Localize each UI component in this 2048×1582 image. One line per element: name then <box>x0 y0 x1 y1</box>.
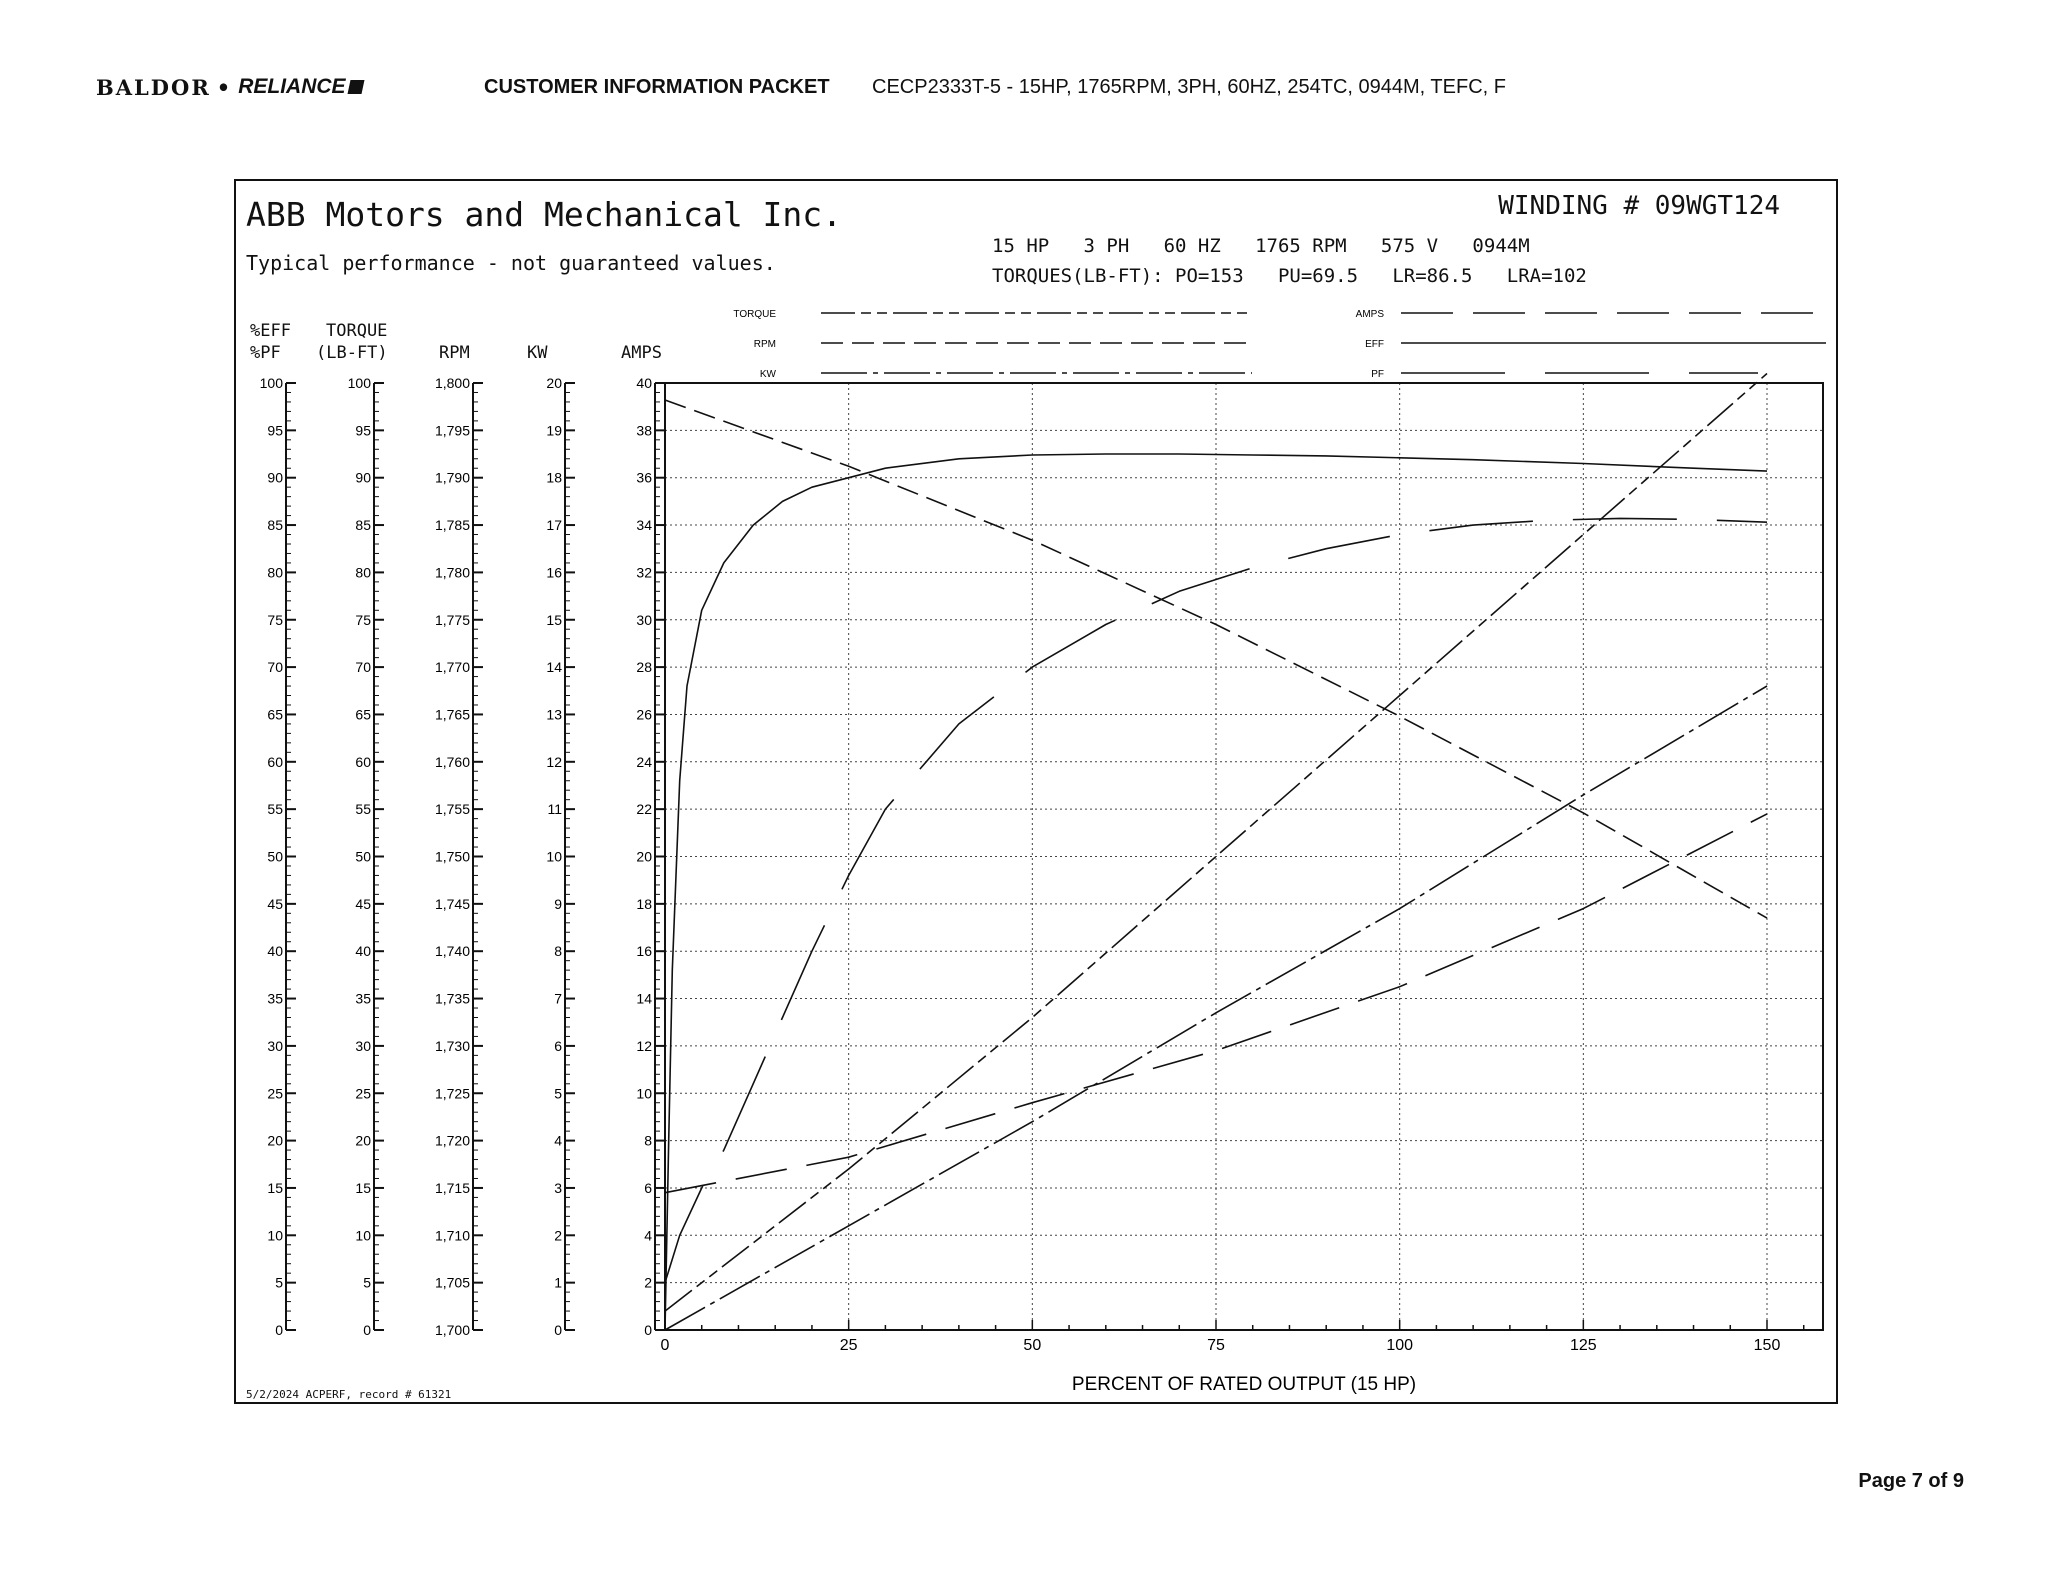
axis-scale-rpm <box>435 375 483 1338</box>
tick-label: 1,760 <box>434 753 470 770</box>
tick-label: 25 <box>267 1085 283 1102</box>
pf-header: %PF <box>250 343 281 363</box>
legend-label: PF <box>1371 369 1384 380</box>
tick-label: 10 <box>267 1227 283 1244</box>
x-tick-label: 100 <box>1386 1337 1414 1354</box>
tick-label: 16 <box>636 943 652 960</box>
tick-label: 1,750 <box>434 848 470 865</box>
tick-label: 11 <box>547 801 562 818</box>
tick-label: 35 <box>267 990 283 1007</box>
tick-label: 20 <box>546 375 562 391</box>
tick-label: 22 <box>636 801 652 818</box>
tick-label: 16 <box>546 564 562 581</box>
tick-label: 4 <box>554 1132 562 1149</box>
brand-mark-icon <box>347 80 364 94</box>
legend-label: AMPS <box>1355 309 1384 320</box>
plot-border <box>665 383 1823 1330</box>
tick-label: 14 <box>546 659 562 676</box>
tick-label: 1,715 <box>434 1179 470 1196</box>
x-tick-label: 125 <box>1569 1337 1597 1354</box>
legend-item-kw <box>760 369 1252 380</box>
tick-label: 15 <box>267 1179 283 1196</box>
tick-label: 45 <box>267 895 283 912</box>
tick-label: 1,710 <box>434 1227 470 1244</box>
tick-label: 13 <box>546 706 562 723</box>
x-tick-label: 50 <box>1023 1337 1042 1354</box>
tick-label: 7 <box>554 990 562 1007</box>
torque-header: TORQUE <box>326 321 388 341</box>
tick-label: 90 <box>267 469 283 486</box>
tick-label: 1,800 <box>434 375 470 391</box>
tick-label: 55 <box>355 801 371 818</box>
tick-label: 95 <box>355 422 371 439</box>
tick-label: 12 <box>636 1037 652 1054</box>
company-name: ABB Motors and Mechanical Inc. <box>246 195 843 234</box>
tick-label: 100 <box>347 375 371 391</box>
tick-label: 0 <box>275 1322 283 1338</box>
tick-label: 85 <box>267 517 283 534</box>
y-axis-scales <box>260 375 665 1338</box>
tick-label: 14 <box>636 990 652 1007</box>
tick-label: 25 <box>355 1085 371 1102</box>
performance-chart <box>236 181 1836 1402</box>
tick-label: 4 <box>644 1227 652 1244</box>
packet-title: CUSTOMER INFORMATION PACKET <box>484 75 830 98</box>
brand-reliance: RELIANCE <box>238 75 346 98</box>
tick-label: 1,775 <box>434 611 470 628</box>
tick-label: 65 <box>355 706 371 723</box>
tick-label: 90 <box>355 469 371 486</box>
tick-label: 26 <box>636 706 652 723</box>
tick-label: 1,720 <box>434 1132 470 1149</box>
eff-header: %EFF <box>250 321 291 341</box>
tick-label: 30 <box>267 1037 283 1054</box>
performance-chart-sheet <box>234 179 1838 1404</box>
tick-label: 35 <box>355 990 371 1007</box>
disclaimer-text: Typical performance - not guaranteed values. <box>246 251 776 275</box>
tick-label: 24 <box>636 753 652 770</box>
legend-label: KW <box>759 369 776 380</box>
tick-label: 1,765 <box>434 706 470 723</box>
tick-label: 1,745 <box>434 895 470 912</box>
brand-separator: • <box>216 74 233 100</box>
legend-label: EFF <box>1365 339 1384 350</box>
legend-label: RPM <box>753 339 776 350</box>
torque-unit-header: (LB-FT) <box>316 343 388 363</box>
record-footer: 5/2/2024 ACPERF, record # 61321 <box>246 1388 452 1401</box>
tick-label: 70 <box>267 659 283 676</box>
kw-header: KW <box>527 343 548 363</box>
legend-item-torque <box>733 309 1252 320</box>
tick-label: 1 <box>554 1274 562 1291</box>
tick-label: 8 <box>554 943 562 960</box>
model-description: CECP2333T-5 - 15HP, 1765RPM, 3PH, 60HZ, 254TC, 0944M, TEFC, F <box>872 75 1506 98</box>
tick-label: 36 <box>636 469 652 486</box>
chart-grid <box>665 383 1823 1330</box>
tick-label: 3 <box>554 1179 562 1196</box>
tick-label: 40 <box>636 375 652 391</box>
legend-item-pf <box>1371 369 1758 380</box>
tick-label: 2 <box>554 1227 562 1244</box>
x-tick-label: 25 <box>839 1337 858 1354</box>
tick-label: 60 <box>355 753 371 770</box>
torque-specs: TORQUES(LB-FT): PO=153 PU=69.5 LR=86.5 LRA=102 <box>992 265 1587 287</box>
tick-label: 80 <box>355 564 371 581</box>
tick-label: 1,755 <box>434 801 470 818</box>
axis-scale-kw <box>546 375 575 1338</box>
tick-label: 40 <box>355 943 371 960</box>
tick-label: 1,780 <box>434 564 470 581</box>
tick-label: 95 <box>267 422 283 439</box>
tick-label: 30 <box>636 611 652 628</box>
tick-label: 10 <box>636 1085 652 1102</box>
tick-label: 1,795 <box>434 422 470 439</box>
tick-label: 70 <box>355 659 371 676</box>
tick-label: 30 <box>355 1037 371 1054</box>
chart-legend <box>733 309 1826 380</box>
tick-label: 1,705 <box>434 1274 470 1291</box>
brand-baldor: BALDOR <box>96 74 211 100</box>
legend-item-rpm <box>754 339 1252 350</box>
tick-label: 19 <box>546 422 562 439</box>
x-tick-label: 75 <box>1207 1337 1225 1354</box>
tick-label: 6 <box>554 1037 562 1054</box>
tick-label: 5 <box>554 1085 562 1102</box>
tick-label: 34 <box>636 517 652 534</box>
tick-label: 1,735 <box>434 990 470 1007</box>
rpm-header: RPM <box>439 343 470 363</box>
axis-scale-torque <box>348 375 384 1338</box>
legend-item-amps <box>1356 309 1826 320</box>
tick-label: 1,730 <box>434 1037 470 1054</box>
tick-label: 75 <box>267 611 283 628</box>
tick-label: 1,740 <box>434 943 470 960</box>
axis-scale-amps <box>636 375 665 1338</box>
tick-label: 1,700 <box>434 1322 470 1338</box>
x-tick-label: 150 <box>1753 1337 1781 1354</box>
brand-logo <box>96 74 363 100</box>
winding-number: WINDING # 09WGT124 <box>1498 191 1780 221</box>
tick-label: 1,790 <box>434 469 470 486</box>
tick-label: 5 <box>275 1274 283 1291</box>
x-axis-label: PERCENT OF RATED OUTPUT (15 HP) <box>1071 1374 1417 1395</box>
motor-specs: 15 HP 3 PH 60 HZ 1765 RPM 575 V 0944M <box>992 235 1530 257</box>
tick-label: 9 <box>554 895 562 912</box>
tick-label: 38 <box>636 422 652 439</box>
tick-label: 15 <box>355 1179 371 1196</box>
tick-label: 5 <box>363 1274 371 1291</box>
tick-label: 50 <box>267 848 283 865</box>
tick-label: 45 <box>355 895 371 912</box>
tick-label: 1,725 <box>434 1085 470 1102</box>
tick-label: 55 <box>267 801 283 818</box>
tick-label: 40 <box>267 943 283 960</box>
tick-label: 10 <box>546 848 562 865</box>
tick-label: 12 <box>546 753 562 770</box>
page-number: Page 7 of 9 <box>1858 1470 1964 1492</box>
tick-label: 20 <box>267 1132 283 1149</box>
tick-label: 18 <box>636 895 652 912</box>
tick-label: 0 <box>554 1322 562 1338</box>
tick-label: 10 <box>355 1227 371 1244</box>
tick-label: 50 <box>355 848 371 865</box>
tick-label: 18 <box>546 469 562 486</box>
x-tick-label: 0 <box>660 1337 670 1354</box>
tick-label: 80 <box>267 564 283 581</box>
tick-label: 0 <box>363 1322 371 1338</box>
x-axis <box>661 1320 1804 1354</box>
tick-label: 17 <box>546 517 562 534</box>
tick-label: 1,785 <box>434 517 470 534</box>
tick-label: 20 <box>636 848 652 865</box>
tick-label: 1,770 <box>434 659 470 676</box>
tick-label: 65 <box>267 706 283 723</box>
plot-area <box>665 374 1823 1331</box>
tick-label: 0 <box>644 1322 652 1338</box>
tick-label: 2 <box>644 1274 652 1291</box>
legend-item-eff <box>1365 339 1826 350</box>
tick-label: 8 <box>644 1132 652 1149</box>
tick-label: 60 <box>267 753 283 770</box>
legend-label: TORQUE <box>733 309 776 320</box>
tick-label: 100 <box>259 375 283 391</box>
tick-label: 20 <box>355 1132 371 1149</box>
amps-header: AMPS <box>621 343 662 363</box>
tick-label: 75 <box>355 611 371 628</box>
tick-label: 15 <box>546 611 562 628</box>
tick-label: 28 <box>636 659 652 676</box>
tick-label: 6 <box>644 1179 652 1196</box>
axis-scale-eff_pf <box>260 375 296 1338</box>
tick-label: 32 <box>636 564 652 581</box>
tick-label: 85 <box>355 517 371 534</box>
